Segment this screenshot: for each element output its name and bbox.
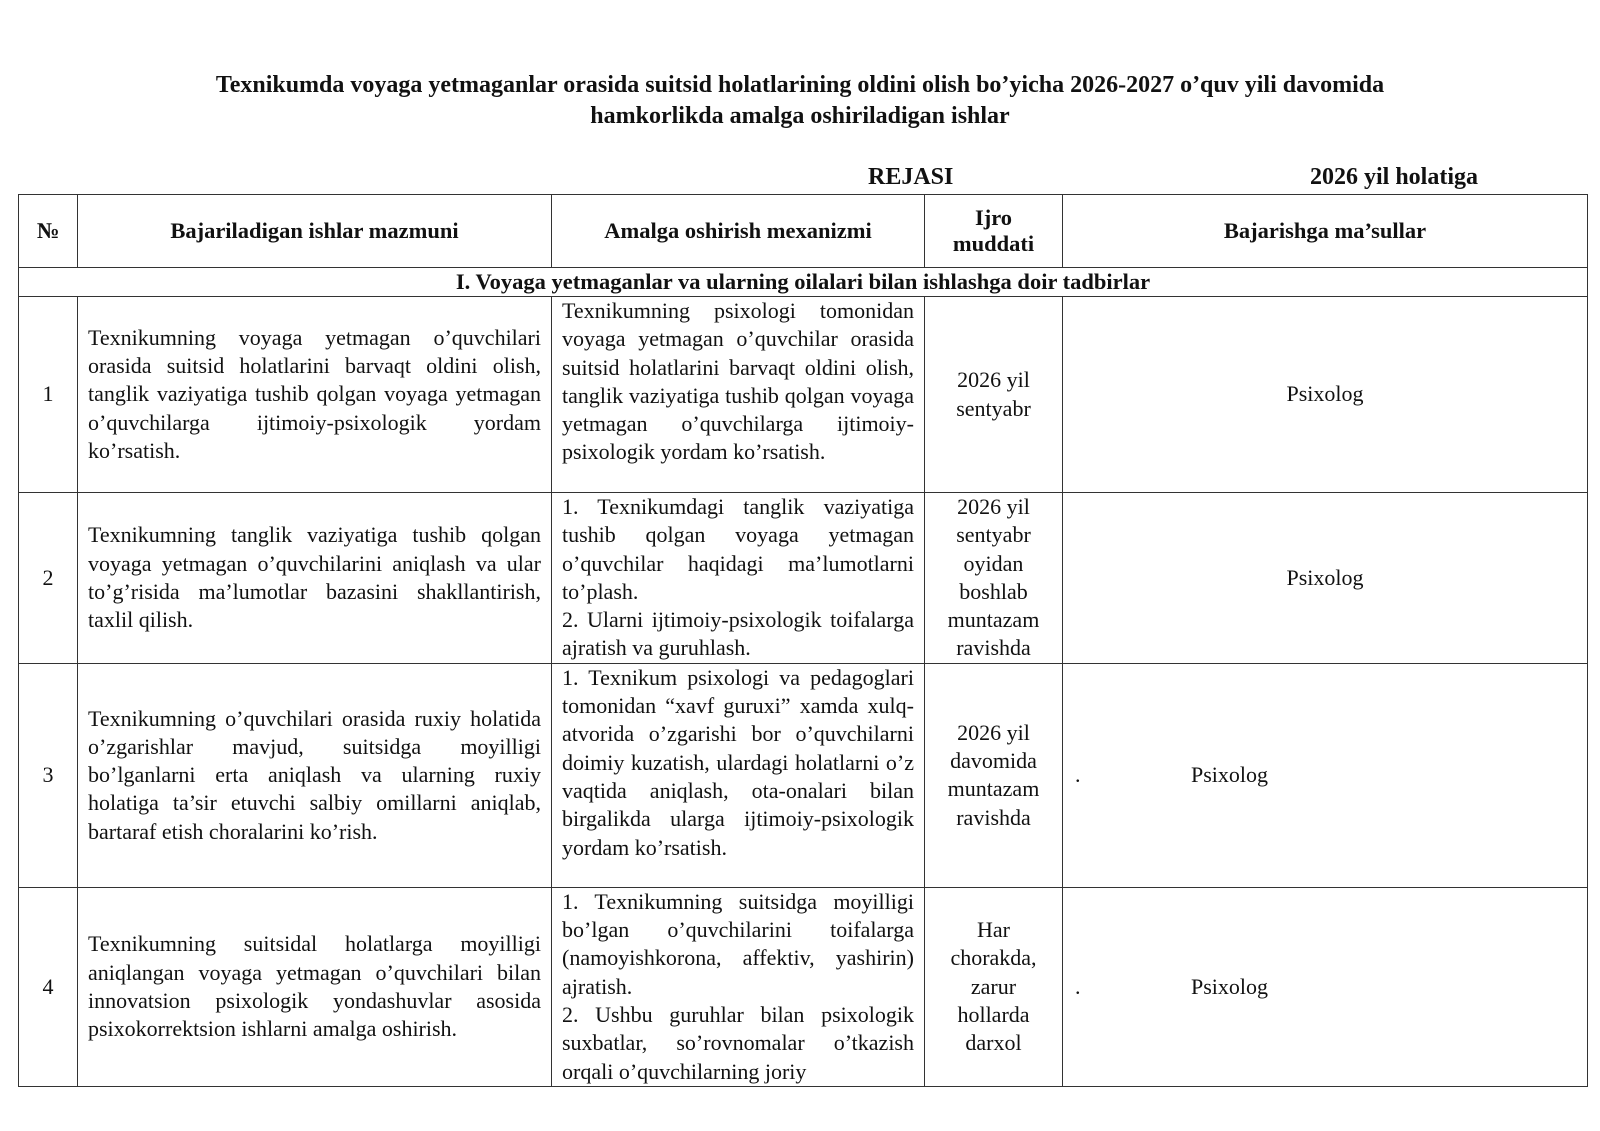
mechanism-paragraph: 2. Ushbu guruhlar bilan psixologik suxbatlar, so’rovnomalar o’tkazish orqali o’quvchilarning joriy — [562, 1001, 914, 1084]
mechanism-paragraph: Texnikumning psixologi tomonidan voyaga yetmagan o’quvchilar orasida suitsid holatlarini barvaqt oldini olish, tanglik vaziyatiga tushib qolgan voyaga yetmagan o’quvchilarga ijtimoiy-psixologik yordam ko’rsatish. — [562, 298, 914, 465]
section-row — [19, 268, 1588, 297]
mechanism-paragraph: 2. Ularni ijtimoiy-psixologik toifalarga ajratish va guruhlash. — [562, 607, 914, 661]
deadline-line: muntazam — [947, 776, 1040, 802]
deadline-line: oyidan — [963, 550, 1024, 576]
plan-table — [18, 194, 1588, 1087]
table-row — [19, 493, 1588, 664]
deadline-line: sentyabr — [956, 522, 1031, 548]
title-line-2: hamkorlikda amalga oshiriladigan ishlar — [590, 103, 1010, 129]
deadline-line: Har — [977, 917, 1010, 943]
responsible-name: Psixolog — [1286, 564, 1364, 590]
deadline-line: hollarda — [957, 1001, 1030, 1027]
deadline-line: ravishda — [956, 804, 1031, 830]
deadline-line: zarur — [970, 973, 1017, 999]
row-mechanism — [552, 887, 925, 1086]
row-number: 4 — [19, 887, 78, 1086]
deadline-line: darxol — [965, 1030, 1022, 1056]
responsible-name: Psixolog — [1286, 381, 1364, 407]
row-deadline — [925, 887, 1063, 1086]
row-content: Texnikumning tanglik vaziyatiga tushib qolgan voyaga yetmagan o’quvchilarini aniqlash va ular to’g’risida ma’lumotlar bazasini shakllantirish, taxlil qilish. — [78, 493, 552, 664]
row-deadline — [925, 663, 1063, 887]
responsible-name: Psixolog — [1191, 762, 1269, 788]
table-row — [19, 887, 1588, 1086]
row-content: Texnikumning o’quvchilari orasida ruxiy holatida o’zgarishlar mavjud, suitsidga moyilligi bo’lganlarni erta aniqlash va ularning ruxiy holatiga ta’sir etuvchi salbiy omillarni aniqlab, bartaraf etish choralarini ko’rish. — [78, 663, 552, 887]
section-title: I. Voyaga yetmaganlar va ularning oilalari bilan ishlashga doir tadbirlar — [19, 268, 1588, 297]
header-mechanism: Amalga oshirish mexanizmi — [552, 195, 925, 268]
header-number: № — [19, 195, 78, 268]
row-mechanism — [552, 663, 925, 887]
deadline-line: muntazam — [947, 607, 1040, 633]
row-responsible — [1063, 297, 1588, 493]
header-responsible: Bajarishga ma’sullar — [1063, 195, 1588, 268]
row-deadline — [925, 297, 1063, 493]
deadline-line: 2026 yil — [957, 494, 1030, 519]
responsible-name: Psixolog — [1191, 973, 1269, 999]
status-date-label: 2026 yil holatiga — [1310, 164, 1479, 190]
row-responsible — [1063, 887, 1588, 1086]
row-number: 2 — [19, 493, 78, 664]
table-header-row — [19, 195, 1588, 268]
row-responsible — [1063, 493, 1588, 664]
row-content: Texnikumning suitsidal holatlarga moyilligi aniqlangan voyaga yetmagan o’quvchilari bilan innovatsion psixologik yondashuvlar asosida psixokorrektsion ishlarni amalga oshirish. — [78, 887, 552, 1086]
row-marker: . — [1075, 762, 1081, 788]
row-marker: . — [1075, 973, 1081, 999]
row-content: Texnikumning voyaga yetmagan o’quvchilari orasida suitsid holatlarini barvaqt oldini olish, tanglik vaziyatiga tushib qolgan voyaga yetmagan o’quvchilarga ijtimoiy-psixologik yordam ko’rsatish. — [78, 297, 552, 493]
deadline-line: 2026 yil — [957, 719, 1030, 745]
header-deadline: Ijro muddati — [925, 195, 1063, 268]
row-mechanism — [552, 493, 925, 664]
mechanism-paragraph: 1. Texnikum psixologi va pedagoglari tomonidan “xavf guruxi” xamda xulq-atvorida o’zgarishi bor o’quvchilarni doimiy kuzatish, ulardagi holatlarni o’z vaqtida aniqlash, ota-onalari bilan birgalikda ularga ijtimoiy-psixologik yordam ko’rsatish. — [562, 664, 914, 860]
header-content: Bajariladigan ishlar mazmuni — [78, 195, 552, 268]
mechanism-paragraph: 1. Texnikumning suitsidga moyilligi bo’lgan o’quvchilarini toifalarga (namoyishkorona, affektiv, yashirin) ajratish. — [562, 888, 914, 999]
document-title — [100, 70, 1500, 132]
row-number: 1 — [19, 297, 78, 493]
row-number: 3 — [19, 663, 78, 887]
deadline-line: ravishda — [956, 635, 1031, 661]
row-deadline — [925, 493, 1063, 664]
deadline-line: chorakda, — [950, 945, 1037, 971]
deadline-line: sentyabr — [956, 395, 1031, 421]
table-row — [19, 297, 1588, 493]
deadline-line: boshlab — [959, 578, 1028, 604]
plan-label: REJASI — [868, 164, 954, 190]
row-mechanism — [552, 297, 925, 493]
deadline-line: 2026 yil — [957, 367, 1030, 393]
title-line-1: Texnikumda voyaga yetmaganlar orasida suitsid holatlarining oldini olish bo’yicha 2026-2027 o’quv yili davomida — [215, 72, 1385, 98]
mechanism-paragraph: 1. Texnikumdagi tanglik vaziyatiga tushib qolgan voyaga yetmagan o’quvchilar haqidagi ma’lumotlarni to’plash. — [562, 494, 914, 604]
deadline-line: davomida — [950, 747, 1037, 773]
row-responsible — [1063, 663, 1588, 887]
table-row — [19, 663, 1588, 887]
